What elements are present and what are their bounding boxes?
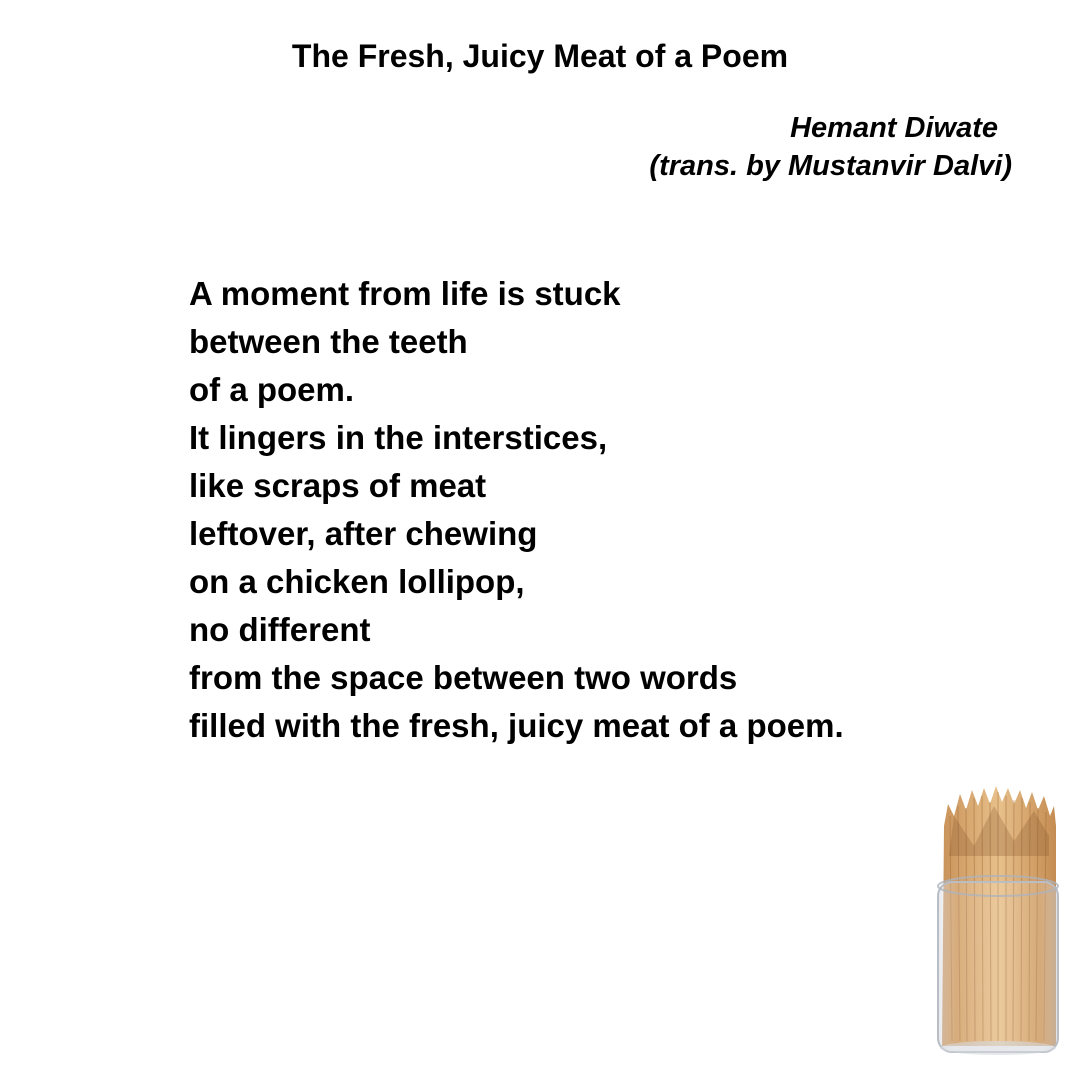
poem-line: on a chicken lollipop, (189, 563, 525, 600)
poem-line: no different (189, 611, 371, 648)
poem-line: leftover, after chewing (189, 515, 538, 552)
poem-line: from the space between two words (189, 659, 738, 696)
translator-credit: (trans. by Mustanvir Dalvi) (649, 150, 1012, 182)
poem-title-text: The Fresh, Juicy Meat of a Poem (291, 38, 789, 74)
toothpick-jar-image (934, 786, 1062, 1058)
poem-title (0, 38, 1080, 75)
poem-line: between the teeth (189, 323, 468, 360)
poem-line: It lingers in the interstices, (189, 419, 608, 456)
poem-line: A moment from life is stuck (189, 275, 621, 312)
poem-line: like scraps of meat (189, 467, 487, 504)
author-name: Hemant Diwate (790, 112, 998, 144)
poem-line: filled with the fresh, juicy meat of a poem. (189, 707, 844, 744)
poem-body (189, 270, 844, 750)
poem-line: of a poem. (189, 371, 355, 408)
